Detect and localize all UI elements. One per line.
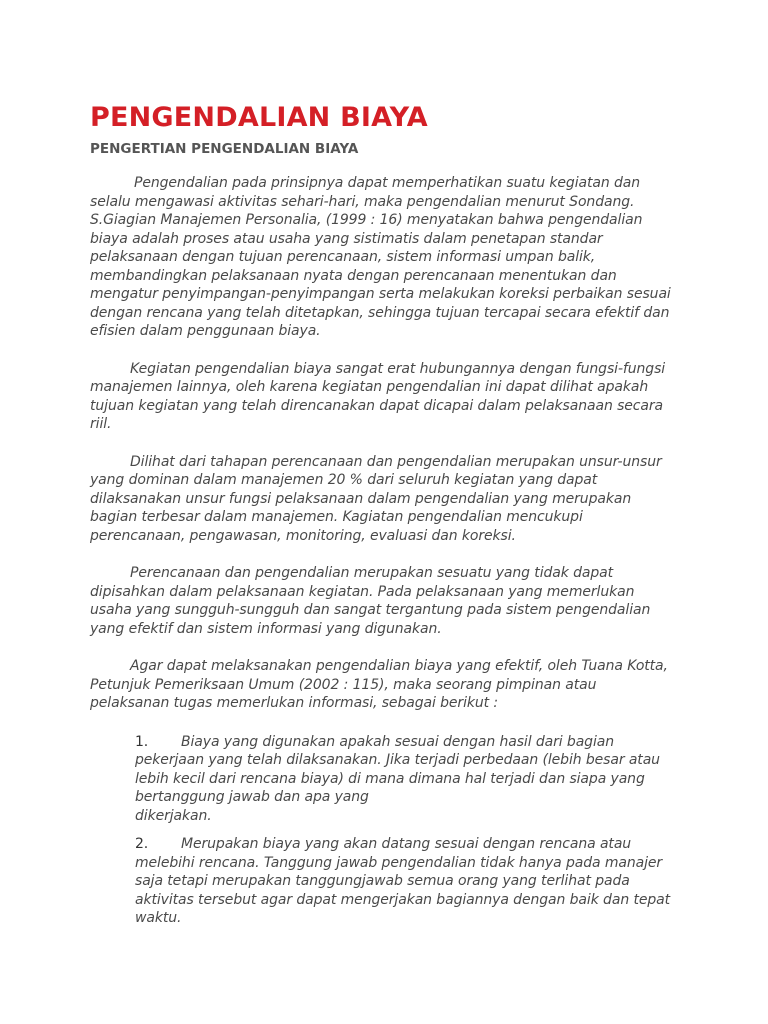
document-content [90, 100, 678, 938]
information-list [90, 733, 678, 928]
paragraph-3: Dilihat dari tahapan perencanaan dan pengendalian merupakan unsur-unsur yang dominan dalam manajemen 20 % dari seluruh kegiatan yang dapat dilaksanakan unsur fungsi pelaksanaan dalam pengendalian yang merupakan bagian terbesar dalam manajemen. Kagiatan pengendalian mencukupi perencanaan, pengawasan, monitoring, evaluasi dan koreksi. [90, 453, 662, 544]
section-heading: PENGERTIAN PENGENDALIAN BIAYA [90, 141, 359, 157]
paragraph-2: Kegiatan pengendalian biaya sangat erat hubungannya dengan fungsi-fungsi manajemen lainnya, oleh karena kegiatan pengendalian ini dapat dilihat apakah tujuan kegiatan yang telah direncanakan dapat dicapai dalam pelaksanaan secara riil. [90, 360, 666, 432]
list-item [135, 835, 678, 928]
list-item [135, 733, 678, 826]
list-item-number: 1. [135, 733, 149, 750]
list-item-text: Merupakan biaya yang akan datang sesuai dengan rencana atau melebihi rencana. Tanggung jawab pengendalian tidak hanya pada manajer saja tetapi merupakan tanggungjawab semua orang yang terlihat pada aktivitas tersebut agar dapat mengerjakan bagiannya dengan baik dan tepat waktu. [135, 836, 671, 926]
paragraph-1: Pengendalian pada prinsipnya dapat memperhatikan suatu kegiatan dan selalu mengawasi aktivitas sehari-hari, maka pengendalian menurut Sondang. S.Giagian Manajemen Personalia, (1999 : 16) menyatakan bahwa pengendalian biaya adalah proses atau usaha yang sistimatis dalam penetapan standar pelaksanaan dengan tujuan perencanaan, sistem informasi umpan balik, membandingkan pelaksanaan nyata dengan perencanaan menentukan dan mengatur penyimpangan-penyimpangan serta melakukan koreksi perbaikan sesuai dengan rencana yang telah ditetapkan, sehingga tujuan tercapai secara efektif dan efisien dalam penggunaan biaya. [90, 175, 671, 339]
paragraph-4: Perencanaan dan pengendalian merupakan sesuatu yang tidak dapat dipisahkan dalam pelaksanaan kegiatan. Pada pelaksanaan yang memerlukan usaha yang sungguh-sungguh dan sangat tergantung pada sistem pengendalian yang efektif dan sistem informasi yang digunakan. [90, 565, 651, 637]
document-title: PENGENDALIAN BIAYA [90, 102, 428, 133]
list-item-number: 2. [135, 836, 149, 852]
paragraph-5: Agar dapat melaksanakan pengendalian biaya yang efektif, oleh Tuana Kotta, Petunjuk Pemeriksaan Umum (2002 : 115), maka seorang pimpinan atau pelaksanan tugas memerlukan informasi, sebagai berikut : [90, 658, 668, 711]
list-item-text-tail: dikerjakan. [135, 807, 212, 824]
list-item-text: Biaya yang digunakan apakah sesuai dengan hasil dari bagian pekerjaan yang telah dilaksanakan. Jika terjadi perbedaan (lebih besar atau lebih kecil dari rencana biaya) di mana dimana hal terjadi dan siapa yang bertanggung jawab dan apa yang [135, 733, 660, 805]
